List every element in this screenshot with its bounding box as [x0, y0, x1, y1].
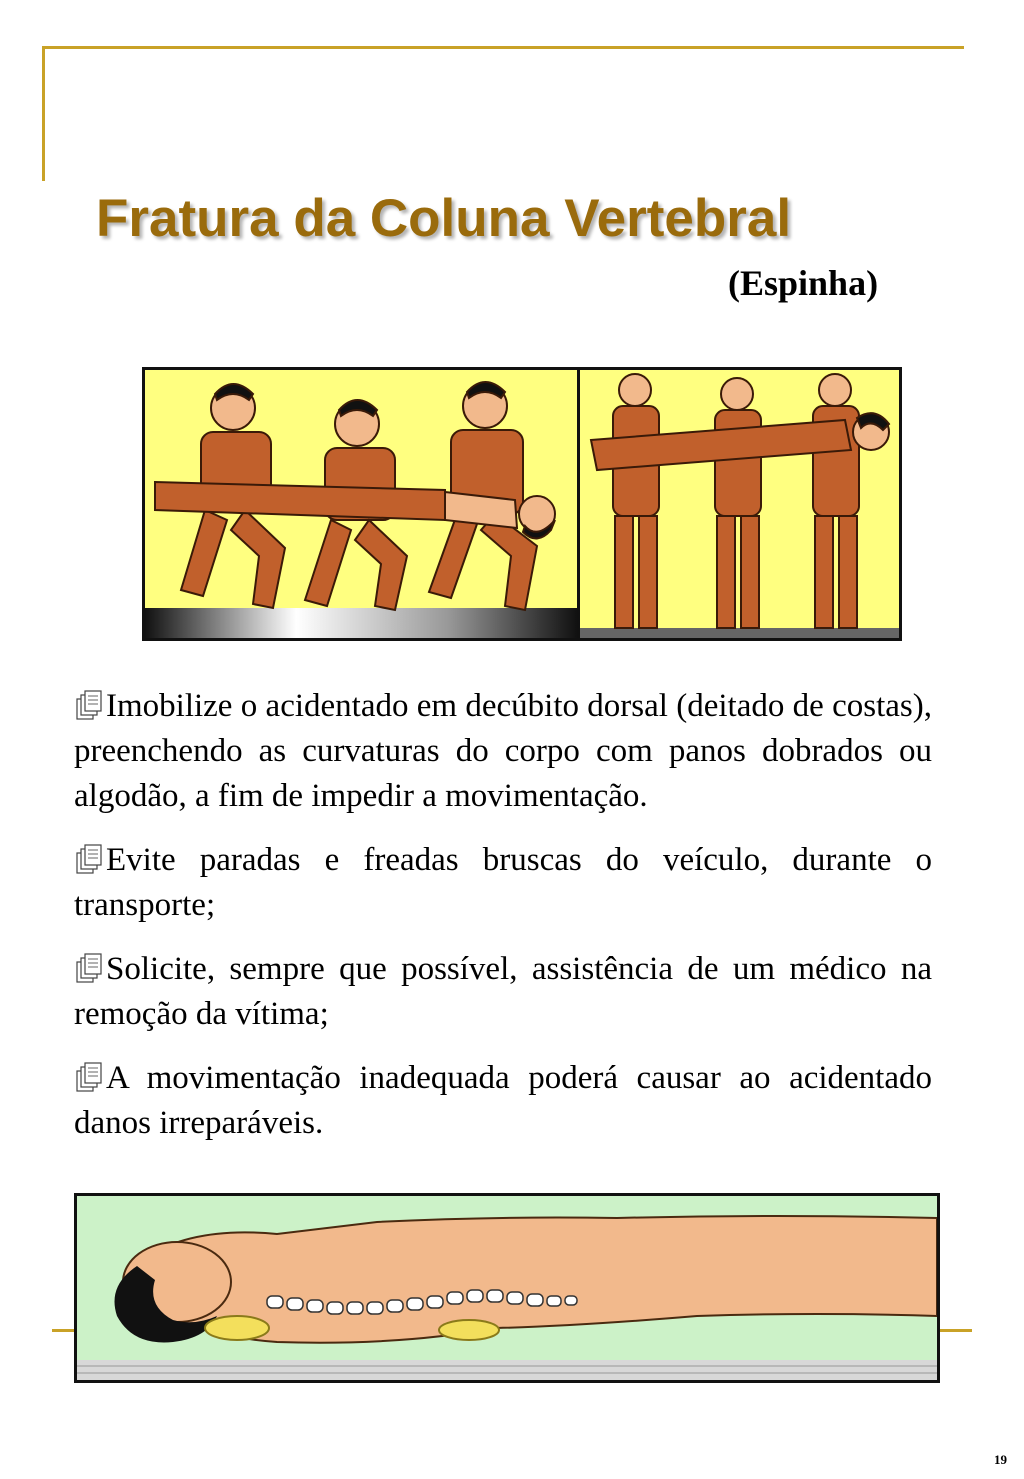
document-stack-icon	[74, 689, 104, 721]
list-item	[74, 947, 932, 1037]
kneeling-rescuers-panel	[145, 370, 577, 638]
page-title: Fratura da Coluna Vertebral	[96, 189, 792, 248]
frame-bottom-right-line	[940, 1329, 972, 1332]
frame-left-line	[42, 46, 45, 181]
document-stack-icon	[74, 1061, 104, 1093]
instructions-list	[74, 684, 932, 1165]
list-item	[74, 684, 932, 819]
frame-top-line	[42, 46, 964, 49]
document-stack-icon	[74, 952, 104, 984]
list-item	[74, 1056, 932, 1146]
rescuers-lifting-illustration	[142, 367, 902, 641]
page-number: 19	[994, 1452, 1007, 1467]
list-item-text: Evite paradas e freadas bruscas do veículo, durante o transporte;	[74, 842, 932, 923]
list-item-text: Solicite, sempre que possível, assistência de um médico na remoção da vítima;	[74, 951, 932, 1032]
list-item-text: Imobilize o acidentado em decúbito dorsal (deitado de costas), preenchendo as curvaturas do corpo com panos dobrados ou algodão, a fim de impedir a movimentação.	[74, 688, 932, 814]
document-stack-icon	[74, 843, 104, 875]
standing-rescuers-panel	[580, 370, 899, 638]
spine-support-illustration	[74, 1193, 940, 1383]
list-item-text: A movimentação inadequada poderá causar ao acidentado danos irreparáveis.	[74, 1060, 932, 1141]
page-subtitle: (Espinha)	[728, 263, 879, 303]
list-item	[74, 838, 932, 928]
